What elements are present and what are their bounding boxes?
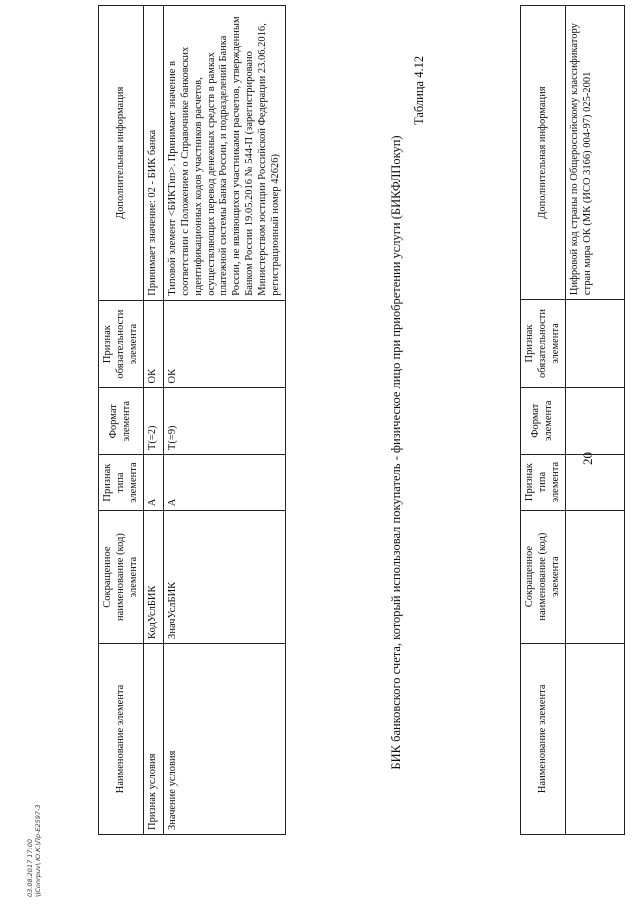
table-row [144, 6, 164, 835]
cell-info: Цифровой код страны по Общероссийскому классификатору стран мира ОК (МК (ИСО 3166) 004-97) 025-2001 [566, 6, 625, 300]
cell-short-name: КодУслБИК [144, 511, 164, 644]
header-required: Признак обязательности элемента [99, 300, 144, 388]
cell-info: Принимает значение: 02 - БИК банка [144, 6, 164, 301]
cell-type [566, 454, 625, 510]
cell-info: Типовой элемент <БИКТип>. Принимает значение в соответствии с Положением о Справочнике банковских идентификационных кодов участников расчетов, осуществляющих перевод денежных средств в рамках платежной системы Банка России, и подразделений Банка России, не являющихся участниками расчетов, утвержденным Банком России 19.05.2016 № 544-П (зарегистрировано Министерством юстиции Российской Федерации 23.06.2016, регистрационный номер 42626) [164, 6, 286, 301]
table-title: БИК банковского счета, который использовал покупатель - физическое лицо при приобретении услуги (БИКФЛПокуп) [389, 135, 403, 770]
page-number: 20 [580, 452, 595, 465]
cell-short-name [566, 510, 625, 643]
header-info: Дополнительная информация [99, 6, 144, 301]
cell-type: А [144, 455, 164, 511]
table-row [164, 6, 286, 835]
header-type: Признак типа элемента [99, 455, 144, 511]
table-row [566, 6, 625, 835]
cell-type: А [164, 455, 286, 511]
cell-name [566, 643, 625, 834]
cell-required: ОК [164, 300, 286, 388]
cell-required: ОК [144, 300, 164, 388]
table-number: Таблица 4.12 [412, 55, 426, 125]
main-table [98, 5, 286, 835]
header-short-name: Сокращенное наименование (код) элемента [521, 510, 566, 643]
cell-format: T(=2) [144, 388, 164, 455]
top-table [520, 5, 625, 835]
main-table-header-row [99, 6, 144, 835]
footer-path: \\Conrpuv\ Ю.К.\Пр-Е2597-3 [34, 804, 43, 897]
header-name: Наименование элемента [99, 643, 144, 834]
header-format: Формат элемента [99, 388, 144, 455]
header-format: Формат элемента [521, 387, 566, 454]
header-short-name: Сокращенное наименование (код) элемента [99, 511, 144, 644]
cell-format [566, 387, 625, 454]
cell-short-name: ЗначУслБИК [164, 511, 286, 644]
cell-format: T(=9) [164, 388, 286, 455]
header-info: Дополнительная информация [521, 6, 566, 300]
header-type: Признак типа элемента [521, 454, 566, 510]
top-table-header-row [521, 6, 566, 835]
header-required: Признак обязательности элемента [521, 300, 566, 388]
cell-required [566, 300, 625, 388]
cell-name: Признак условия [144, 643, 164, 834]
footer-timestamp: 03.08.2017 17:00 [26, 838, 34, 897]
document-footer [26, 805, 43, 897]
header-name: Наименование элемента [521, 643, 566, 834]
cell-name: Значение условия [164, 643, 286, 834]
